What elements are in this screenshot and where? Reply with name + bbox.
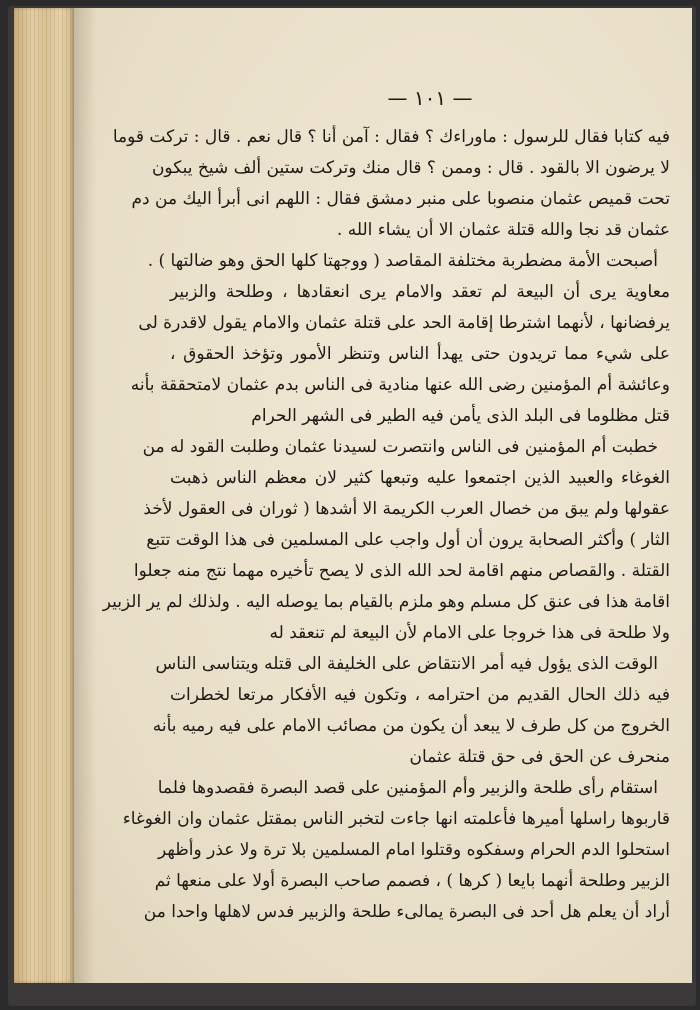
page-edge-texture: [14, 8, 74, 983]
text-line: ولا طلحة فى هذا خروجا على الامام لأن البيعة لم تنعقد له: [269, 623, 670, 643]
text-line: الزبير وطلحة أنهما بايعا ( كرها ) ، فصمم صاحب البصرة أولا على منعها ثم: [154, 871, 670, 891]
text-line: اقامة هذا فى عنق كل مسلم وهو ملزم بالقيام بما يوصله اليه . ولذلك لم ير الزبير: [102, 592, 670, 612]
text-line: معاوية يرى أن البيعة لم تعقد والامام يرى انعقادها ، وطلحة والزبير: [170, 282, 670, 302]
text-line: عثمان قد نجا والله قتلة عثمان الا أن يشاء الله .: [336, 220, 670, 240]
text-line: لا يرضون الا بالقود . قال : وممن ؟ قال منك وتركت ستين ألف شيخ يبكون: [151, 158, 670, 178]
text-line: الثار ) وأكثر الصحابة يرون أن أول واجب على المسلمين فى هذا الوقت تتبع: [146, 530, 670, 550]
body-text: [102, 122, 670, 928]
text-line: استقام رأى طلحة والزبير وأم المؤمنين على قصد البصرة فقصدوها فلما: [157, 778, 658, 798]
text-line: أصبحت الأمة مضطربة مختلفة المقاصد ( ووجهتا كلها الحق وهو ضالتها ) .: [147, 251, 658, 271]
text-line: عقولها ولم يبق من خصال العرب الكريمة الا أشدها ( ثوران فى العقول لأخذ: [143, 499, 670, 519]
page-gutter-shadow: [74, 8, 96, 983]
text-line: قتل مظلوما فى البلد الذى يأمن فيه الطير فى الشهر الحرام: [251, 406, 670, 426]
text-line: الغوغاء والعبيد الذين اجتمعوا عليه وتبعها كثير لان معظم الناس ذهبت: [170, 468, 670, 488]
text-line: قاربوها راسلها أميرها فأعلمته انها جاءت لتخبر الناس بمقتل عثمان وان الغوغاء: [122, 809, 670, 829]
text-line: تحت قميص عثمان منصوبا على منبر دمشق فقال : اللهم انى أبرأ اليك من دم: [131, 189, 670, 209]
text-line: منحرف عن الحق فى حق قتلة عثمان: [409, 747, 670, 767]
text-line: الوقت الذى يؤول فيه أمر الانتقاض على الخليفة الى قتله ويتناسى الناس: [155, 654, 658, 674]
text-line: فيه ذلك الحال القديم من احترامه ، وتكون فيه الأفكار مرتعا لخطرات: [170, 685, 670, 705]
text-line: خطبت أم المؤمنين فى الناس وانتصرت لسيدنا عثمان وطلبت القود له من: [142, 437, 658, 457]
text-line: يرفضانها ، لأنهما اشترطا إقامة الحد على قتلة عثمان والامام يقول لاقدرة لى: [138, 313, 670, 333]
page-number: — ١٠١ —: [387, 86, 473, 110]
text-line: على شيء مما تريدون حتى يهدأ الناس وتنظر الأمور وتؤخذ الحقوق ،: [170, 344, 670, 364]
text-line: الخروج من كل طرف لا يبعد أن يكون من مصائب الامام على فيه رميه بأنه: [152, 716, 670, 736]
text-line: فيه كتابا فقال للرسول : ماوراءك ؟ فقال : آمن أنا ؟ قال نعم . قال : تركت قوما: [112, 127, 670, 147]
text-line: أراد أن يعلم هل أحد فى البصرة يمالىء طلحة والزبير فدس لاهلها واحدا من: [143, 902, 670, 922]
text-line: استحلوا الدم الحرام وسفكوه وقتلوا امام المسلمين بلا ترة ولا عذر وأظهر: [158, 840, 670, 860]
text-line: وعائشة أم المؤمنين رضى الله عنها منادية فى الناس بدم عثمان لامتحققة بأنه: [130, 375, 670, 395]
text-line: القتلة . والقصاص منهم اقامة لحد الله الذى لا يصح تأخيره مهما نتج منه جعلوا: [133, 561, 670, 581]
